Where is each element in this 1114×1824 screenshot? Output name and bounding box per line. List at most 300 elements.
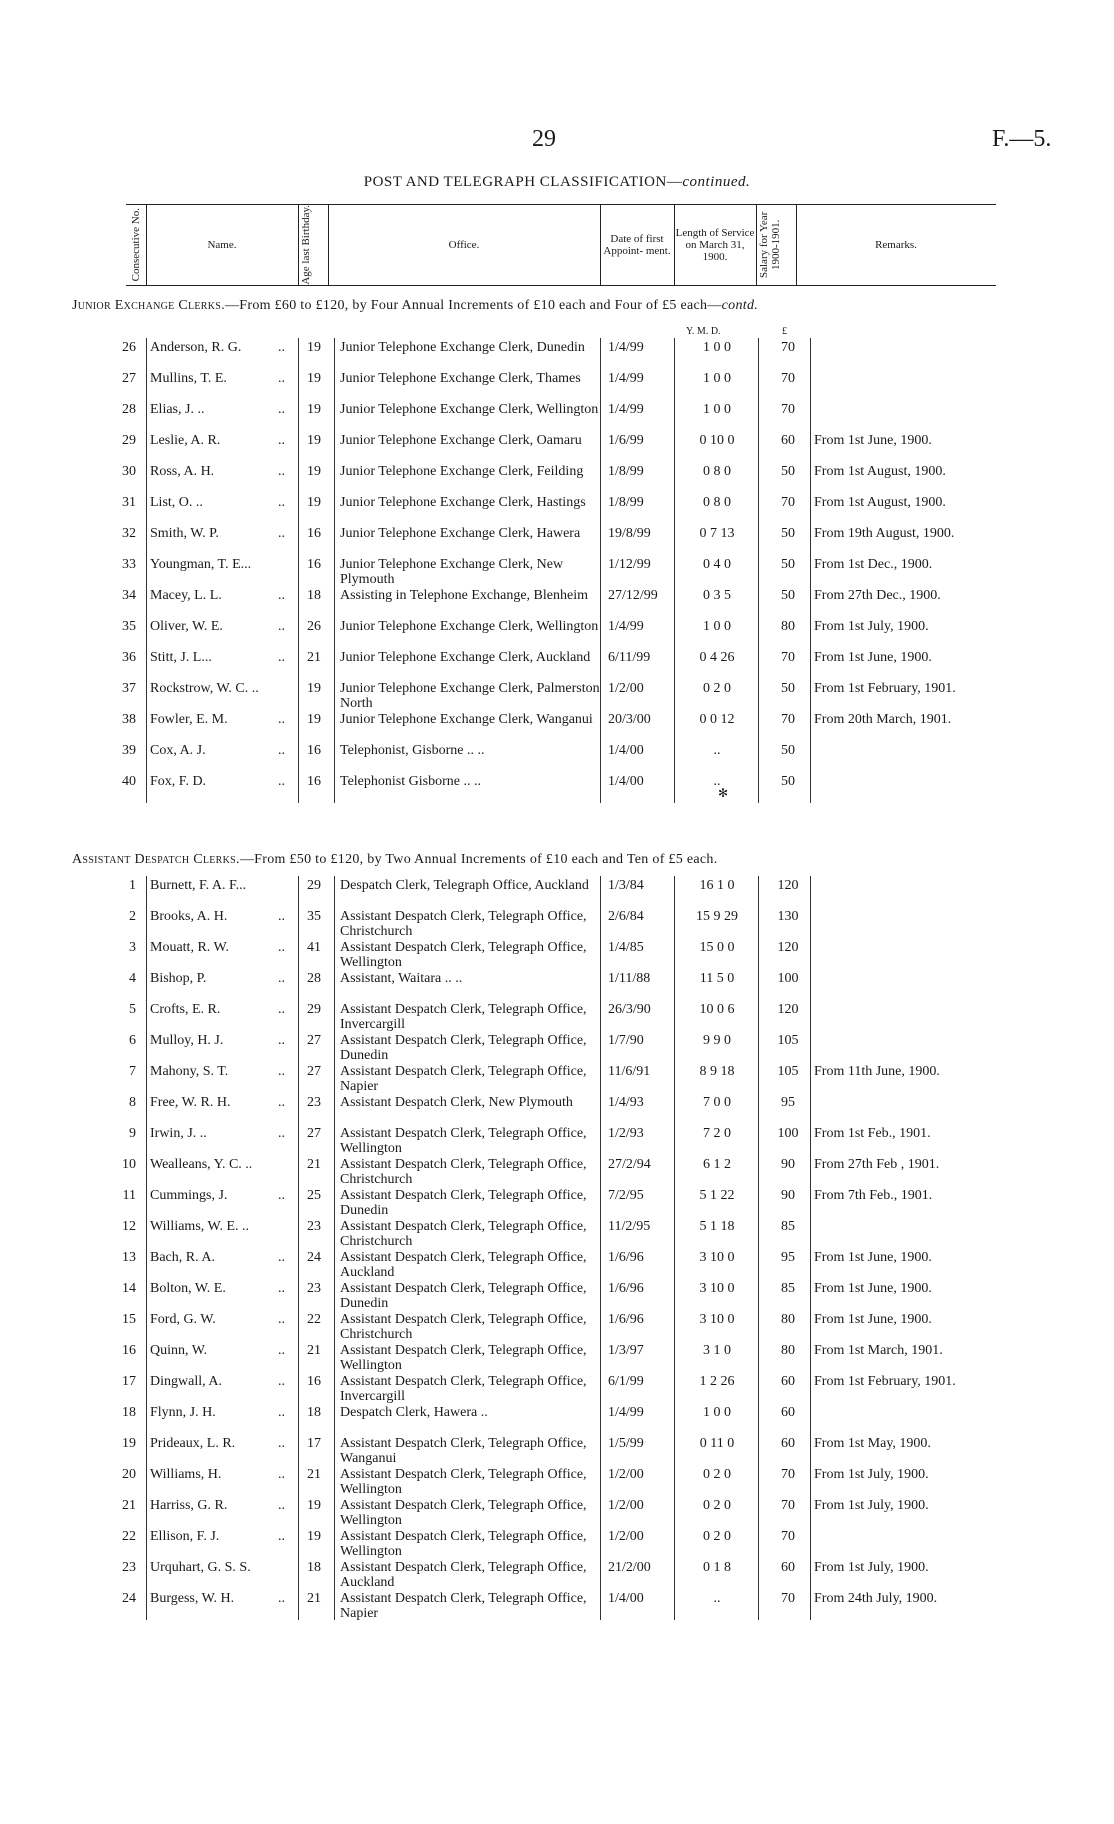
consecutive-no-cell: 26 [122,340,136,355]
office-cell: Junior Telephone Exchange Clerk, Dunedin [340,340,585,355]
header-remarks: Remarks. [875,239,917,251]
office-cell: Junior Telephone Exchange Clerk, Hastings [340,495,586,510]
office-cell: Assistant Despatch Clerk, Telegraph Office, Wellington [340,1529,587,1559]
remarks-cell: From 27th Dec., 1900. [814,588,941,603]
office-cell: Assistant Despatch Clerk, Telegraph Office, Wellington [340,1498,587,1528]
salary-cell: 85 [781,1281,795,1296]
length-of-service-cell: 0 3 5 [703,588,731,603]
appointment-date-cell: 1/4/99 [608,1405,644,1420]
appointment-date-cell: 11/6/91 [608,1064,651,1079]
appointment-date-cell: 1/6/96 [608,1281,644,1296]
appointment-date-cell: 1/6/99 [608,433,644,448]
table-row [0,909,1114,940]
office-cell: Junior Telephone Exchange Clerk, Auckland [340,650,591,665]
leader-dots-cell: .. [278,495,285,510]
length-of-service-cell: 7 2 0 [703,1126,731,1141]
consecutive-no-cell: 9 [129,1126,136,1141]
consecutive-no-cell: 36 [122,650,136,665]
length-of-service-cell: 0 2 0 [703,1529,731,1544]
length-of-service-cell: 1 0 0 [703,402,731,417]
table-row [0,1281,1114,1312]
salary-cell: 50 [781,774,795,789]
page-number: 29 [532,126,556,152]
appointment-date-cell: 1/3/84 [608,878,644,893]
length-of-service-cell: 0 7 13 [699,526,735,541]
age-cell: 16 [307,1374,321,1389]
office-cell: Assistant Despatch Clerk, New Plymouth [340,1095,573,1110]
length-of-service-cell: 8 9 18 [699,1064,735,1079]
table-row [0,433,1114,464]
leader-dots-cell: .. [278,1374,285,1389]
remarks-cell: From 1st August, 1900. [814,495,946,510]
salary-cell: 80 [781,1312,795,1327]
leader-dots-cell: .. [278,743,285,758]
age-cell: 19 [307,1529,321,1544]
remarks-cell: From 1st February, 1901. [814,681,956,696]
office-cell: Telephonist, Gisborne .. .. [340,743,485,758]
consecutive-no-cell: 23 [122,1560,136,1575]
table-row [0,681,1114,712]
age-cell: 23 [307,1281,321,1296]
table-row [0,774,1114,805]
table-row [0,1529,1114,1560]
page-reference: F.—5. [992,126,1052,152]
consecutive-no-cell: 35 [122,619,136,634]
remarks-cell: From 1st June, 1900. [814,1250,932,1265]
age-cell: 19 [307,371,321,386]
office-cell: Assistant Despatch Clerk, Telegraph Office, Christchurch [340,1312,587,1342]
name-cell: Oliver, W. E. [150,619,223,634]
office-cell: Assistant Despatch Clerk, Telegraph Office, Auckland [340,1560,587,1590]
remarks-cell: From 20th March, 1901. [814,712,952,727]
remarks-cell: From 1st June, 1900. [814,1312,932,1327]
name-cell: Prideaux, L. R. [150,1436,236,1451]
office-cell: Assistant Despatch Clerk, Telegraph Office, Napier [340,1064,587,1094]
salary-cell: 70 [781,371,795,386]
remarks-cell: From 24th July, 1900. [814,1591,938,1606]
leader-dots-cell: .. [278,774,285,789]
appointment-date-cell: 1/6/96 [608,1312,644,1327]
length-of-service-cell: 1 0 0 [703,1405,731,1420]
name-cell: Ford, G. W. [150,1312,216,1327]
table-row [0,878,1114,909]
table-row [0,1064,1114,1095]
leader-dots-cell: .. [278,1436,285,1451]
consecutive-no-cell: 6 [129,1033,136,1048]
consecutive-no-cell: 15 [122,1312,136,1327]
name-cell: Burnett, F. A. F... [150,878,247,893]
leader-dots-cell: .. [278,526,285,541]
office-cell: Junior Telephone Exchange Clerk, Feilding [340,464,584,479]
length-of-service-cell: 3 10 0 [699,1312,735,1327]
appointment-date-cell: 1/5/99 [608,1436,644,1451]
section-heading-junior-exchange: Junior Exchange Clerks.—From £60 to £120, by Four Annual Increments of £10 each and Four of £5 each—contd. [72,298,759,313]
table-row [0,940,1114,971]
consecutive-no-cell: 19 [122,1436,136,1451]
salary-cell: 70 [781,340,795,355]
salary-cell: 60 [781,1436,795,1451]
office-cell: Assistant Despatch Clerk, Telegraph Office, Christchurch [340,909,587,939]
column-rule [810,876,811,1620]
appointment-date-cell: 1/2/00 [608,681,644,696]
leader-dots-cell: .. [278,1312,285,1327]
consecutive-no-cell: 3 [129,940,136,955]
name-cell: Williams, W. E. .. [150,1219,249,1234]
leader-dots-cell: .. [278,1250,285,1265]
office-cell: Assistant Despatch Clerk, Telegraph Office, Dunedin [340,1281,587,1311]
age-cell: 23 [307,1095,321,1110]
section-heading-assistant-despatch: Assistant Despatch Clerks.—From £50 to £120, by Two Annual Increments of £10 each and Ten of £5 each. [72,852,718,867]
leader-dots-cell: .. [278,340,285,355]
consecutive-no-cell: 17 [122,1374,136,1389]
name-cell: Mulloy, H. J. [150,1033,224,1048]
office-cell: Assistant Despatch Clerk, Telegraph Office, Dunedin [340,1188,587,1218]
name-cell: Fox, F. D. [150,774,207,789]
length-of-service-cell: 1 0 0 [703,619,731,634]
appointment-date-cell: 1/8/99 [608,495,644,510]
salary-cell: 60 [781,1374,795,1389]
length-of-service-cell: 0 11 0 [699,1436,735,1451]
appointment-date-cell: 1/12/99 [608,557,651,572]
table-row [0,1374,1114,1405]
length-of-service-cell: 15 0 0 [699,940,735,955]
name-cell: List, O. .. [150,495,203,510]
age-cell: 19 [307,1498,321,1513]
appointment-date-cell: 1/4/00 [608,1591,644,1606]
name-cell: Wealleans, Y. C. .. [150,1157,253,1172]
salary-cell: 95 [781,1250,795,1265]
column-rule [600,338,601,803]
table-row [0,1157,1114,1188]
age-cell: 18 [307,588,321,603]
salary-cell: 80 [781,619,795,634]
length-of-service-cell: 1 0 0 [703,340,731,355]
leader-dots-cell: .. [278,433,285,448]
appointment-date-cell: 1/8/99 [608,464,644,479]
length-of-service-cell: 3 10 0 [699,1281,735,1296]
consecutive-no-cell: 22 [122,1529,136,1544]
table-row [0,464,1114,495]
column-rule [146,338,147,803]
table-row [0,1405,1114,1436]
remarks-cell: From 1st March, 1901. [814,1343,943,1358]
office-cell: Assistant Despatch Clerk, Telegraph Office, Auckland [340,1250,587,1280]
name-cell: Bishop, P. [150,971,207,986]
salary-cell: 100 [777,1126,799,1141]
name-cell: Ellison, F. J. [150,1529,220,1544]
office-cell: Junior Telephone Exchange Clerk, New Plymouth [340,557,564,587]
consecutive-no-cell: 4 [129,971,136,986]
page-title: POST AND TELEGRAPH CLASSIFICATION—continued. [363,174,751,190]
remarks-cell: From 1st July, 1900. [814,1498,929,1513]
name-cell: Brooks, A. H. [150,909,228,924]
table-row [0,1126,1114,1157]
name-cell: Free, W. R. H. [150,1095,231,1110]
table-row [0,971,1114,1002]
name-cell: Harriss, G. R. [150,1498,228,1513]
name-cell: Bach, R. A. [150,1250,215,1265]
salary-cell: 90 [781,1157,795,1172]
age-cell: 21 [307,1157,321,1172]
office-cell: Despatch Clerk, Hawera .. [340,1405,488,1420]
office-cell: Assisting in Telephone Exchange, Blenheim [340,588,588,603]
consecutive-no-cell: 28 [122,402,136,417]
office-cell: Assistant Despatch Clerk, Telegraph Office, Invercargill [340,1002,587,1032]
appointment-date-cell: 1/7/90 [608,1033,644,1048]
age-cell: 41 [307,940,321,955]
consecutive-no-cell: 12 [122,1219,136,1234]
remarks-cell: From 19th August, 1900. [814,526,955,541]
header-consecutive-no: Consecutive No. [130,208,142,282]
appointment-date-cell: 1/4/99 [608,619,644,634]
office-cell: Assistant Despatch Clerk, Telegraph Office, Wellington [340,1126,587,1156]
salary-cell: 60 [781,1560,795,1575]
age-cell: 19 [307,712,321,727]
age-cell: 19 [307,433,321,448]
appointment-date-cell: 1/3/97 [608,1343,644,1358]
consecutive-no-cell: 31 [122,495,136,510]
salary-cell: 70 [781,402,795,417]
table-row [0,650,1114,681]
length-of-service-cell: 3 10 0 [699,1250,735,1265]
name-cell: Macey, L. L. [150,588,222,603]
age-cell: 24 [307,1250,321,1265]
length-of-service-cell: .. [713,743,721,758]
length-of-service-cell: 11 5 0 [699,971,735,986]
stray-mark: ✻ [718,786,729,800]
leader-dots-cell: .. [278,1498,285,1513]
length-of-service-cell: 7 0 0 [703,1095,731,1110]
age-cell: 22 [307,1312,321,1327]
consecutive-no-cell: 38 [122,712,136,727]
consecutive-no-cell: 27 [122,371,136,386]
salary-cell: 50 [781,464,795,479]
office-cell: Assistant Despatch Clerk, Telegraph Office, Christchurch [340,1219,587,1249]
table-row [0,1312,1114,1343]
salary-cell: 50 [781,526,795,541]
name-cell: Fowler, E. M. [150,712,228,727]
appointment-date-cell: 1/4/99 [608,340,644,355]
table-row [0,712,1114,743]
age-cell: 19 [307,340,321,355]
column-rule [810,338,811,803]
appointment-date-cell: 6/1/99 [608,1374,644,1389]
table-row [0,619,1114,650]
length-of-service-cell: 0 2 0 [703,1498,731,1513]
table-row [0,1188,1114,1219]
name-cell: Irwin, J. .. [150,1126,207,1141]
units-ymd: Y. M. D. [686,326,721,337]
age-cell: 17 [307,1436,321,1451]
consecutive-no-cell: 18 [122,1405,136,1420]
consecutive-no-cell: 39 [122,743,136,758]
column-rule [146,876,147,1620]
age-cell: 21 [307,650,321,665]
table-row [0,743,1114,774]
salary-cell: 50 [781,743,795,758]
header-age: Age last Birthday. [300,205,312,285]
consecutive-no-cell: 5 [129,1002,136,1017]
length-of-service-cell: 3 1 0 [703,1343,731,1358]
table-row [0,526,1114,557]
salary-cell: 85 [781,1219,795,1234]
appointment-date-cell: 1/2/00 [608,1529,644,1544]
table-row [0,495,1114,526]
office-cell: Assistant Despatch Clerk, Telegraph Office, Wanganui [340,1436,587,1466]
remarks-cell: From 1st February, 1901. [814,1374,956,1389]
office-cell: Junior Telephone Exchange Clerk, Wellington [340,619,599,634]
salary-cell: 100 [777,971,799,986]
leader-dots-cell: .. [278,1033,285,1048]
length-of-service-cell: 0 2 0 [703,1467,731,1482]
leader-dots-cell: .. [278,1126,285,1141]
salary-cell: 120 [777,878,799,893]
leader-dots-cell: .. [278,712,285,727]
table-row [0,371,1114,402]
name-cell: Anderson, R. G. [150,340,242,355]
age-cell: 19 [307,495,321,510]
leader-dots-cell: .. [278,1095,285,1110]
length-of-service-cell: 15 9 29 [696,909,738,924]
salary-cell: 80 [781,1343,795,1358]
salary-cell: 50 [781,557,795,572]
name-cell: Cox, A. J. [150,743,206,758]
table-row [0,1250,1114,1281]
length-of-service-cell: 0 8 0 [703,495,731,510]
office-cell: Assistant Despatch Clerk, Telegraph Office, Dunedin [340,1033,587,1063]
salary-cell: 120 [777,940,799,955]
name-cell: Leslie, A. R. [150,433,221,448]
name-cell: Mouatt, R. W. [150,940,229,955]
table-row [0,1467,1114,1498]
salary-cell: 90 [781,1188,795,1203]
appointment-date-cell: 1/4/00 [608,743,644,758]
salary-cell: 105 [777,1033,799,1048]
office-cell: Assistant Despatch Clerk, Telegraph Office, Invercargill [340,1374,587,1404]
name-cell: Bolton, W. E. [150,1281,226,1296]
appointment-date-cell: 1/6/96 [608,1250,644,1265]
remarks-cell: From 1st July, 1900. [814,1467,929,1482]
remarks-cell: From 1st Feb., 1901. [814,1126,931,1141]
name-cell: Quinn, W. [150,1343,208,1358]
salary-cell: 70 [781,1591,795,1606]
office-cell: Telephonist Gisborne .. .. [340,774,481,789]
length-of-service-cell: 0 4 0 [703,557,731,572]
leader-dots-cell: .. [278,1188,285,1203]
age-cell: 27 [307,1126,321,1141]
appointment-date-cell: 27/12/99 [608,588,658,603]
consecutive-no-cell: 30 [122,464,136,479]
consecutive-no-cell: 8 [129,1095,136,1110]
consecutive-no-cell: 37 [122,681,136,696]
length-of-service-cell: 9 9 0 [703,1033,731,1048]
name-cell: Elias, J. .. [150,402,205,417]
column-rule [298,876,299,1620]
name-cell: Dingwall, A. [150,1374,222,1389]
consecutive-no-cell: 21 [122,1498,136,1513]
header-length-of-service: Length of Service on March 31, 1900. [675,227,755,263]
salary-cell: 70 [781,712,795,727]
column-rule [600,876,601,1620]
appointment-date-cell: 21/2/00 [608,1560,651,1575]
leader-dots-cell: .. [278,1002,285,1017]
length-of-service-cell: 0 0 12 [699,712,735,727]
remarks-cell: From 27th Feb , 1901. [814,1157,940,1172]
leader-dots-cell: .. [278,464,285,479]
leader-dots-cell: .. [278,940,285,955]
column-rule [758,876,759,1620]
name-cell: Smith, W. P. [150,526,219,541]
leader-dots-cell: .. [278,909,285,924]
name-cell: Crofts, E. R. [150,1002,221,1017]
remarks-cell: From 1st July, 1900. [814,1560,929,1575]
length-of-service-cell: 10 0 6 [699,1002,735,1017]
leader-dots-cell: .. [278,402,285,417]
table-row [0,588,1114,619]
age-cell: 19 [307,464,321,479]
leader-dots-cell: .. [278,1064,285,1079]
age-cell: 28 [307,971,321,986]
column-rule [674,876,675,1620]
remarks-cell: From 11th June, 1900. [814,1064,940,1079]
appointment-date-cell: 1/4/99 [608,402,644,417]
salary-cell: 70 [781,1529,795,1544]
consecutive-no-cell: 33 [122,557,136,572]
name-cell: Williams, H. [150,1467,222,1482]
appointment-date-cell: 1/4/93 [608,1095,644,1110]
age-cell: 18 [307,1405,321,1420]
salary-cell: 50 [781,681,795,696]
table-row [0,1002,1114,1033]
table-row [0,1591,1114,1622]
table-row [0,1095,1114,1126]
column-rule [334,876,335,1620]
name-cell: Burgess, W. H. [150,1591,235,1606]
consecutive-no-cell: 20 [122,1467,136,1482]
consecutive-no-cell: 7 [129,1064,136,1079]
leader-dots-cell: .. [278,971,285,986]
remarks-cell: From 1st June, 1900. [814,650,932,665]
office-cell: Junior Telephone Exchange Clerk, Wanganui [340,712,593,727]
header-date: Date of first Appoint- ment. [603,233,671,257]
appointment-date-cell: 2/6/84 [608,909,644,924]
consecutive-no-cell: 11 [122,1188,136,1203]
appointment-date-cell: 19/8/99 [608,526,651,541]
header-name: Name. [207,239,237,251]
age-cell: 29 [307,878,321,893]
column-rule [298,338,299,803]
salary-cell: 120 [777,1002,799,1017]
length-of-service-cell: 0 10 0 [699,433,735,448]
age-cell: 21 [307,1343,321,1358]
length-of-service-cell: 0 8 0 [703,464,731,479]
leader-dots-cell: .. [278,1467,285,1482]
leader-dots-cell: .. [278,650,285,665]
office-cell: Assistant Despatch Clerk, Telegraph Office, Wellington [340,940,587,970]
age-cell: 26 [307,619,321,634]
length-of-service-cell: 5 1 22 [699,1188,735,1203]
leader-dots-cell: .. [278,371,285,386]
table-row [0,1560,1114,1591]
length-of-service-cell: .. [713,1591,721,1606]
appointment-date-cell: 26/3/90 [608,1002,651,1017]
office-cell: Junior Telephone Exchange Clerk, Oamaru [340,433,582,448]
length-of-service-cell: 1 0 0 [703,371,731,386]
age-cell: 27 [307,1033,321,1048]
salary-cell: 95 [781,1095,795,1110]
consecutive-no-cell: 29 [122,433,136,448]
table-row [0,557,1114,588]
